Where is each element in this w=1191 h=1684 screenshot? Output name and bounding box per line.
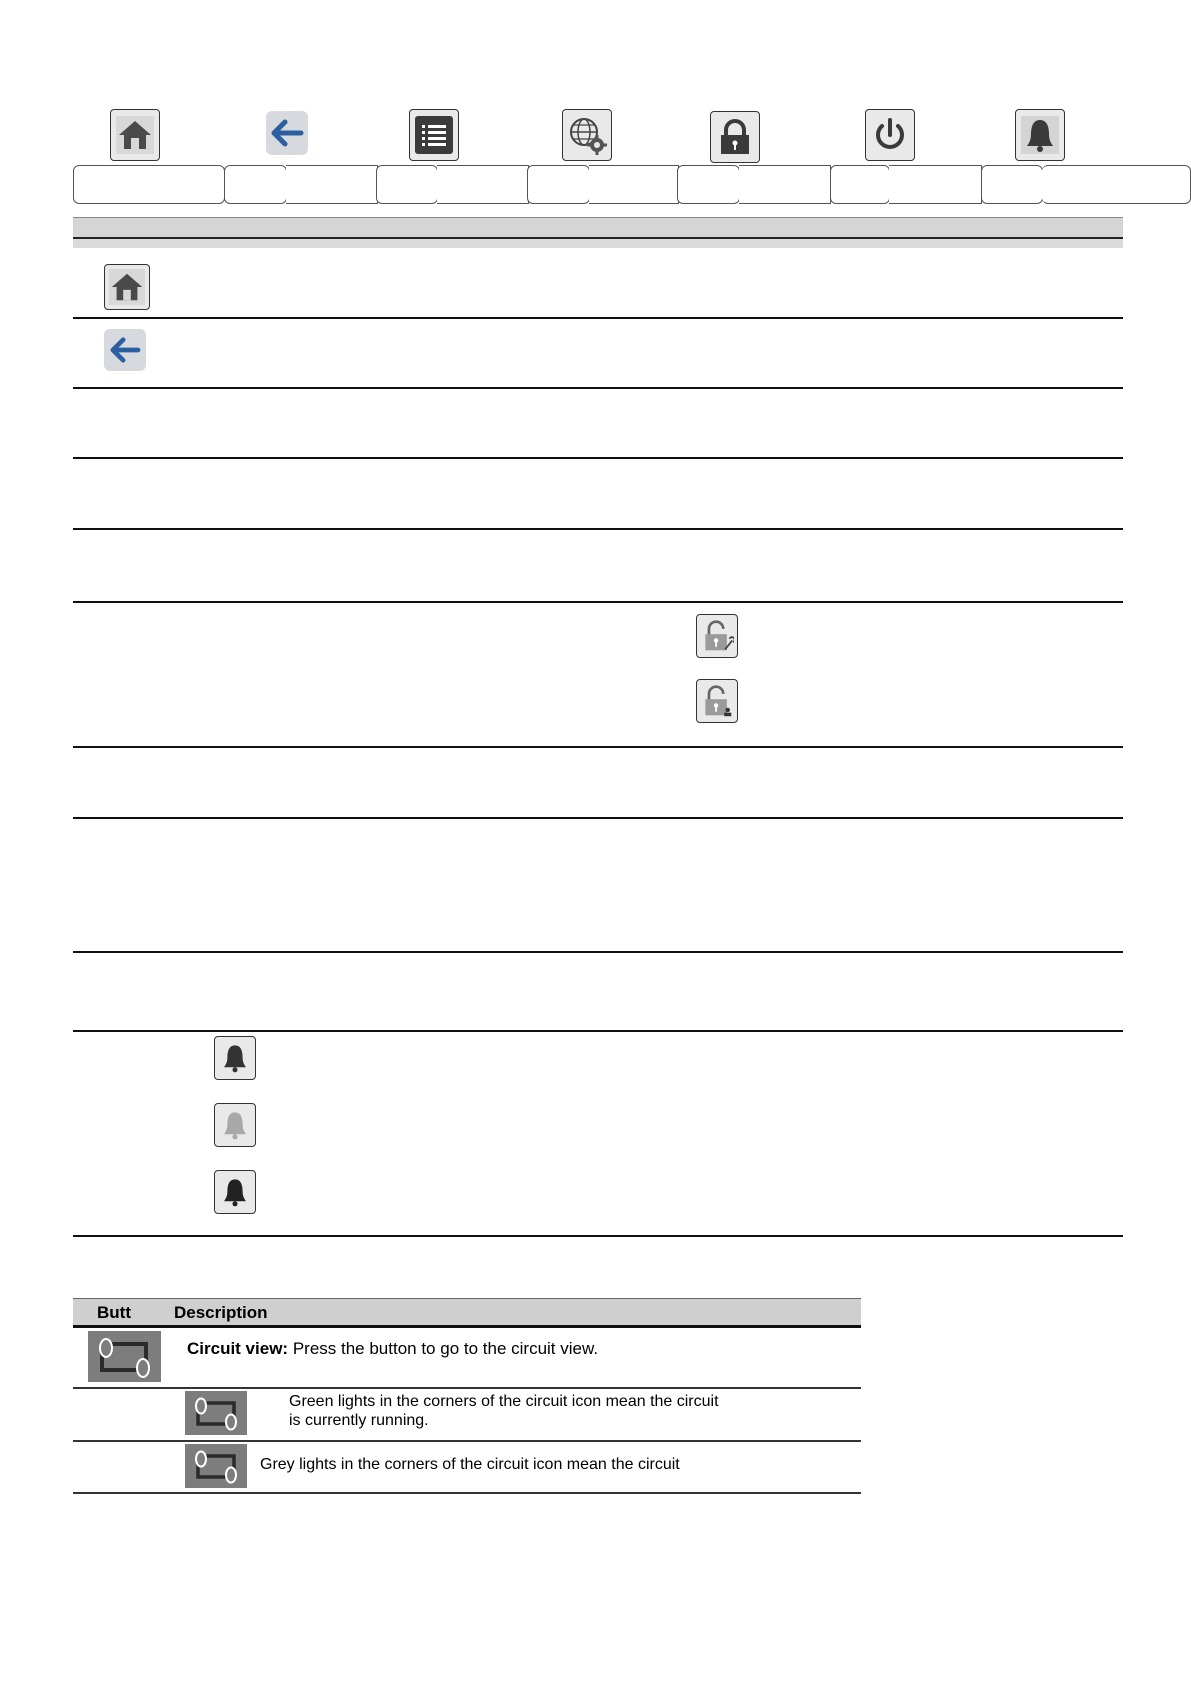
back-button[interactable] [266, 111, 308, 155]
tab-box-wide-right [1042, 165, 1191, 204]
circuit-view-icon [185, 1444, 247, 1488]
lock-open-wrench-icon [700, 619, 734, 653]
circuit-running-icon-box [185, 1391, 247, 1435]
table2-row3-description: Grey lights in the corners of the circuit icon mean the circuit [260, 1456, 680, 1473]
lock-icon [716, 118, 754, 156]
back-arrow-icon [270, 118, 304, 148]
tab-box-4 [677, 165, 740, 204]
globe-gear-icon [567, 115, 607, 155]
table2-header-description-col: Description [174, 1303, 268, 1322]
table1-alarm-active-button[interactable] [214, 1036, 256, 1080]
table1-alarm-flashing-button[interactable] [214, 1170, 256, 1214]
bell-icon [219, 1041, 251, 1075]
bell-icon [219, 1175, 251, 1209]
table2-row2-description: Green lights in the corners of the circuit icon mean the circuit is currently running. [289, 1393, 719, 1429]
table2-header-rule [73, 1325, 861, 1328]
table1-row-divider [73, 1235, 1123, 1237]
table1-row-divider [73, 457, 1123, 459]
circuit-view-icon [185, 1391, 247, 1435]
table1-row-divider [73, 746, 1123, 748]
home-icon [116, 116, 154, 154]
circuit-stopped-icon-box [185, 1444, 247, 1488]
network-settings-button[interactable] [562, 109, 612, 161]
back-arrow-icon [109, 336, 141, 364]
home-icon [109, 269, 145, 305]
tab-box-1 [224, 165, 287, 204]
table2-row-divider [73, 1492, 861, 1494]
lock-open-user-icon [700, 684, 734, 718]
tab-box-6 [981, 165, 1043, 204]
tab-gap-4 [739, 165, 831, 204]
tab-gap-2 [437, 165, 529, 204]
table1-row-divider [73, 601, 1123, 603]
table1-back-button[interactable] [104, 329, 146, 371]
table1-header [73, 217, 1123, 238]
power-icon [871, 116, 909, 154]
circuit-view-icon [88, 1331, 161, 1382]
table1-row-divider [73, 317, 1123, 319]
table2-header-button-col: Butt [97, 1303, 131, 1322]
power-button[interactable] [865, 109, 915, 161]
table2-row-divider [73, 1440, 861, 1442]
table2-row1-text: Press the button to go to the circuit view. [288, 1339, 599, 1358]
tab-gap-5 [889, 165, 982, 204]
table1-row-divider [73, 387, 1123, 389]
home-button[interactable] [110, 109, 160, 161]
table2-row-divider [73, 1387, 861, 1389]
table1-alarm-inactive-button[interactable] [214, 1103, 256, 1147]
table1-row-divider [73, 1030, 1123, 1032]
table1-unlock-user-button[interactable] [696, 679, 738, 723]
table1-header-shade [73, 239, 1123, 248]
bell-grey-icon [219, 1108, 251, 1142]
menu-button[interactable] [409, 109, 459, 161]
list-menu-icon [415, 116, 453, 154]
tab-gap-1 [286, 165, 378, 204]
tab-box-wide-left [73, 165, 225, 204]
table2-row1-title: Circuit view: [187, 1339, 289, 1358]
lock-button[interactable] [710, 111, 760, 163]
table1-unlock-service-button[interactable] [696, 614, 738, 658]
tab-box-5 [830, 165, 890, 204]
table1-row-divider [73, 528, 1123, 530]
alarm-button[interactable] [1015, 109, 1065, 161]
tab-gap-3 [589, 165, 679, 204]
tab-box-2 [376, 165, 438, 204]
table1-row-divider [73, 951, 1123, 953]
table1-row-divider [73, 817, 1123, 819]
tab-box-3 [527, 165, 590, 204]
circuit-view-button[interactable] [88, 1331, 161, 1382]
table2-row1-description [187, 1339, 598, 1358]
table2-header [73, 1298, 861, 1326]
bell-icon [1021, 116, 1059, 154]
table1-home-button[interactable] [104, 264, 150, 310]
